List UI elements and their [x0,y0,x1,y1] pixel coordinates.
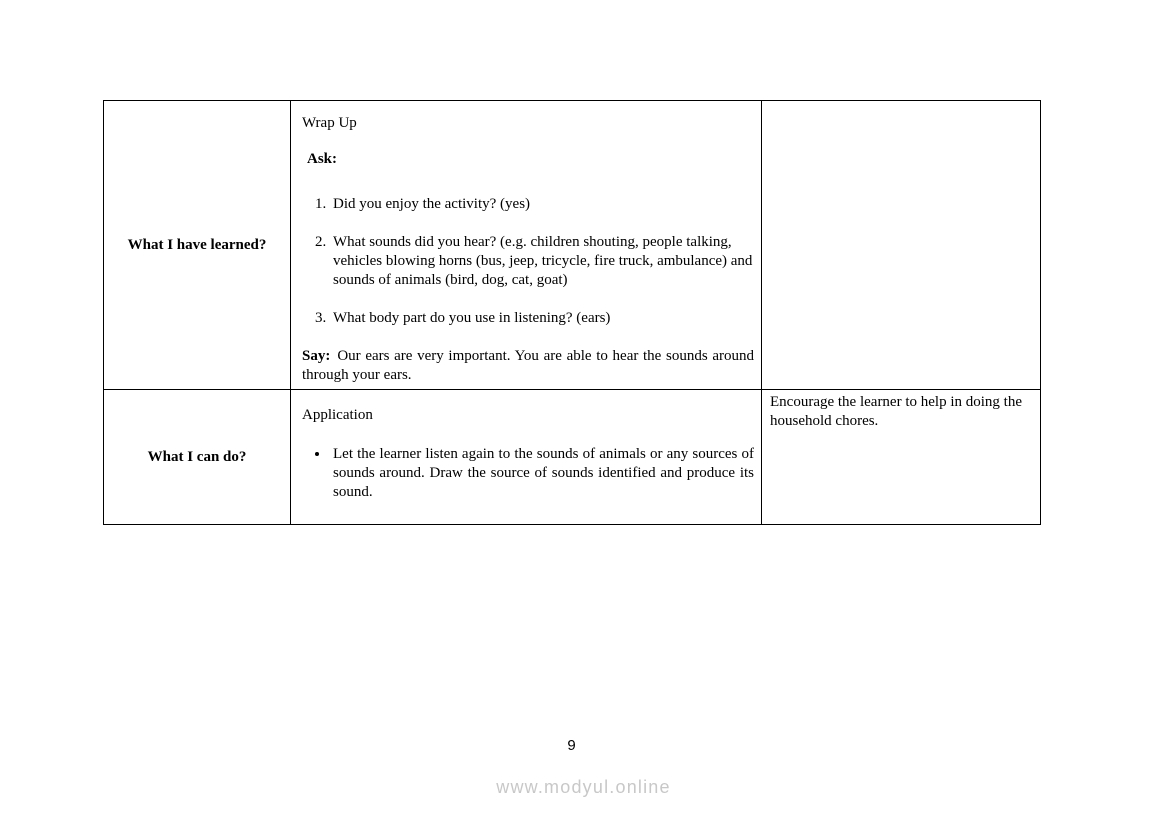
row-label-text: What I can do? [147,448,247,465]
bullet-list [302,445,754,502]
note-cell [762,390,1041,525]
table-row-what-i-can-do [104,390,1041,525]
question-text: What sounds did you hear? (e.g. children shouting, people talking, vehicles blowing horns (bus, jeep, tricycle, fire truck, ambulance) and sounds of animals (bird, dog, cat, goat) [333,234,753,288]
page-number: 9 [567,737,576,754]
application-cell [291,390,762,525]
row-label-text: What I have learned? [127,236,267,253]
bullet-text: Let the learner listen again to the sounds of animals or any sources of sounds around. Draw the source of sounds identified and produce its sound. [333,446,754,500]
list-item [330,233,754,290]
question-text: Did you enjoy the activity? (yes) [333,196,531,212]
list-item [330,309,754,328]
section-title-wrap-up: Wrap Up [302,115,357,131]
table-row-what-i-have-learned [104,101,1041,390]
say-paragraph [302,347,754,385]
section-title-application: Application [302,407,373,423]
list-item [330,445,754,502]
ask-label: Ask: [307,151,338,167]
note-cell-empty [762,101,1041,390]
wrap-up-cell [291,101,762,390]
note-text: Encourage the learner to help in doing the household chores. [770,394,1022,429]
lesson-table [103,100,1041,525]
say-text: Our ears are very important. You are able to hear the sounds around through your ears. [302,348,754,383]
row-label-what-i-have-learned [104,101,291,390]
say-label: Say: [302,348,331,364]
watermark-text: www.modyul.online [496,777,671,797]
list-item [330,195,754,214]
question-list [302,195,754,328]
row-label-what-i-can-do [104,390,291,525]
question-text: What body part do you use in listening? (ears) [333,310,611,326]
